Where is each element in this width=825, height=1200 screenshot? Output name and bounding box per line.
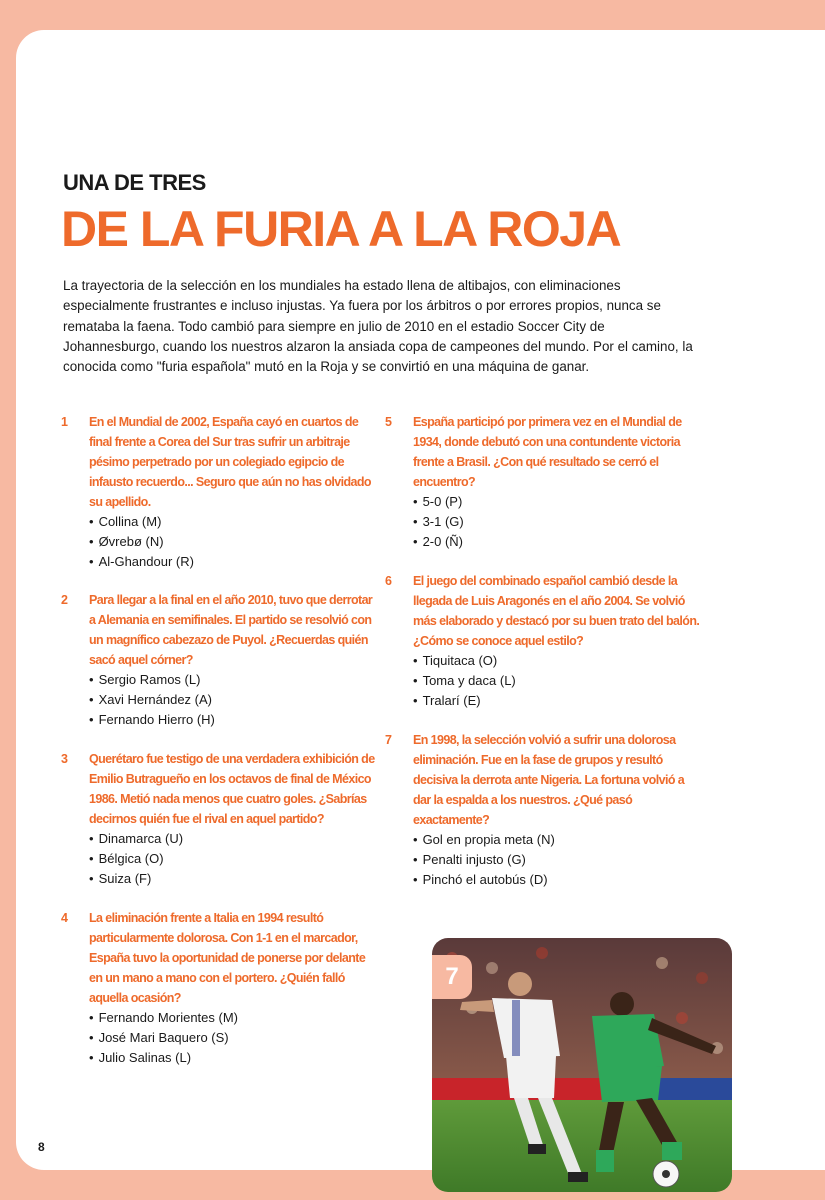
answer-option: • Dinamarca (U) (89, 829, 380, 849)
question-text: España participó por primera vez en el Mundial de 1934, donde debutó con una contundente victoria frente a Brasil. ¿Con qué resultado se cerró el encuentro? (413, 415, 682, 489)
answer-options (413, 492, 704, 552)
answer-option: • Suiza (F) (89, 869, 380, 889)
answer-option: • Sergio Ramos (L) (89, 670, 380, 690)
question-number: 3 (61, 752, 68, 766)
question-text: Querétaro fue testigo de una verdadera exhibición de Emilio Butragueño en los octavos de final de México 1986. Metió nada menos que cuatro goles. ¿Sabrías decirnos quién fue el rival en aquel partido? (89, 752, 375, 826)
question-item (60, 412, 380, 572)
question-text: En 1998, la selección volvió a sufrir una dolorosa eliminación. Fue en la fase de grupos y resultó decisiva la derrota ante Nigeria. La fortuna volvió a dar la espalda a los nuestros. ¿Qué pasó exactamente? (413, 733, 685, 827)
section-kicker: UNA DE TRES (63, 170, 206, 195)
question-text: En el Mundial de 2002, España cayó en cuartos de final frente a Corea del Sur tras sufrir un arbitraje pésimo perpetrado por un colegiado egipcio de infausto recuerdo... Seguro que aún no has olvidado su apellido. (89, 415, 371, 509)
question-number: 2 (61, 593, 68, 607)
question-text: La eliminación frente a Italia en 1994 resultó particularmente dolorosa. Con 1-1 en el marcador, España tuvo la oportunidad de ponerse por delante en un mano a mano con el portero. ¿Quién falló aquella ocasión? (89, 911, 366, 1005)
page-number: 8 (38, 1140, 45, 1154)
answer-option: • Tralarí (E) (413, 691, 704, 711)
answer-option: • Xavi Hernández (A) (89, 690, 380, 710)
answer-option: • Julio Salinas (L) (89, 1048, 380, 1068)
answer-option: • Bélgica (O) (89, 849, 380, 869)
intro-paragraph: La trayectoria de la selección en los mundiales ha estado llena de altibajos, con eliminaciones especialmente frustrantes e incluso injustas. Ya fuera por los árbitros o por errores propios, nunca se remataba la faena. Todo cambió para siempre en julio de 2010 en el estadio Soccer City de Johannesburgo, cuando los nuestros alzaron la ansiada copa de campeones del mundo. Por el camino, la conocida como "furia española" mutó en la Roja y se convirtió en una máquina de ganar. (63, 278, 693, 375)
photo-number-badge: 7 (432, 955, 472, 999)
question-item (60, 908, 380, 1068)
question-text: Para llegar a la final en el año 2010, tuvo que derrotar a Alemania en semifinales. El partido se resolvió con un magnífico cabezazo de Puyol. ¿Recuerdas quién sacó aquel córner? (89, 593, 373, 667)
crowd-background (432, 938, 732, 1088)
page-title: DE LA FURIA A LA ROJA (61, 201, 621, 257)
questions-column-right (384, 412, 704, 890)
question-item (384, 730, 704, 890)
answer-options (89, 670, 380, 730)
questions-column-left (60, 412, 380, 1068)
answer-options (89, 512, 380, 572)
answer-option: • 3-1 (G) (413, 512, 704, 532)
answer-option: • 5-0 (P) (413, 492, 704, 512)
answer-options (89, 829, 380, 889)
question-item (384, 412, 704, 552)
answer-option: • Fernando Morientes (M) (89, 1008, 380, 1028)
football-photo (432, 938, 732, 1192)
answer-option: • 2-0 (Ñ) (413, 532, 704, 552)
question-item (60, 590, 380, 730)
answer-option: • Toma y daca (L) (413, 671, 704, 691)
question-number: 5 (385, 415, 392, 429)
answer-options (413, 830, 704, 890)
answer-option: • Collina (M) (89, 512, 380, 532)
question-number: 4 (61, 911, 68, 925)
football-ball-patch (662, 1170, 670, 1178)
answer-option: • Øvrebø (N) (89, 532, 380, 552)
question-item (60, 749, 380, 889)
answer-option: • José Mari Baquero (S) (89, 1028, 380, 1048)
question-item (384, 571, 704, 711)
answer-option: • Fernando Hierro (H) (89, 710, 380, 730)
answer-options (89, 1008, 380, 1068)
football-match-illustration (432, 938, 732, 1192)
answer-option: • Gol en propia meta (N) (413, 830, 704, 850)
answer-option: • Penalti injusto (G) (413, 850, 704, 870)
answer-option: • Tiquitaca (O) (413, 651, 704, 671)
answer-option: • Al-Ghandour (R) (89, 552, 380, 572)
question-number: 1 (61, 415, 68, 429)
answer-options (413, 651, 704, 711)
question-number: 7 (385, 733, 392, 747)
question-number: 6 (385, 574, 392, 588)
question-text: El juego del combinado español cambió desde la llegada de Luis Aragonés en el año 2004. Se volvió más elaborado y destacó por su buen trato del balón. ¿Cómo se conoce aquel estilo? (413, 574, 700, 648)
answer-option: • Pinchó el autobús (D) (413, 870, 704, 890)
